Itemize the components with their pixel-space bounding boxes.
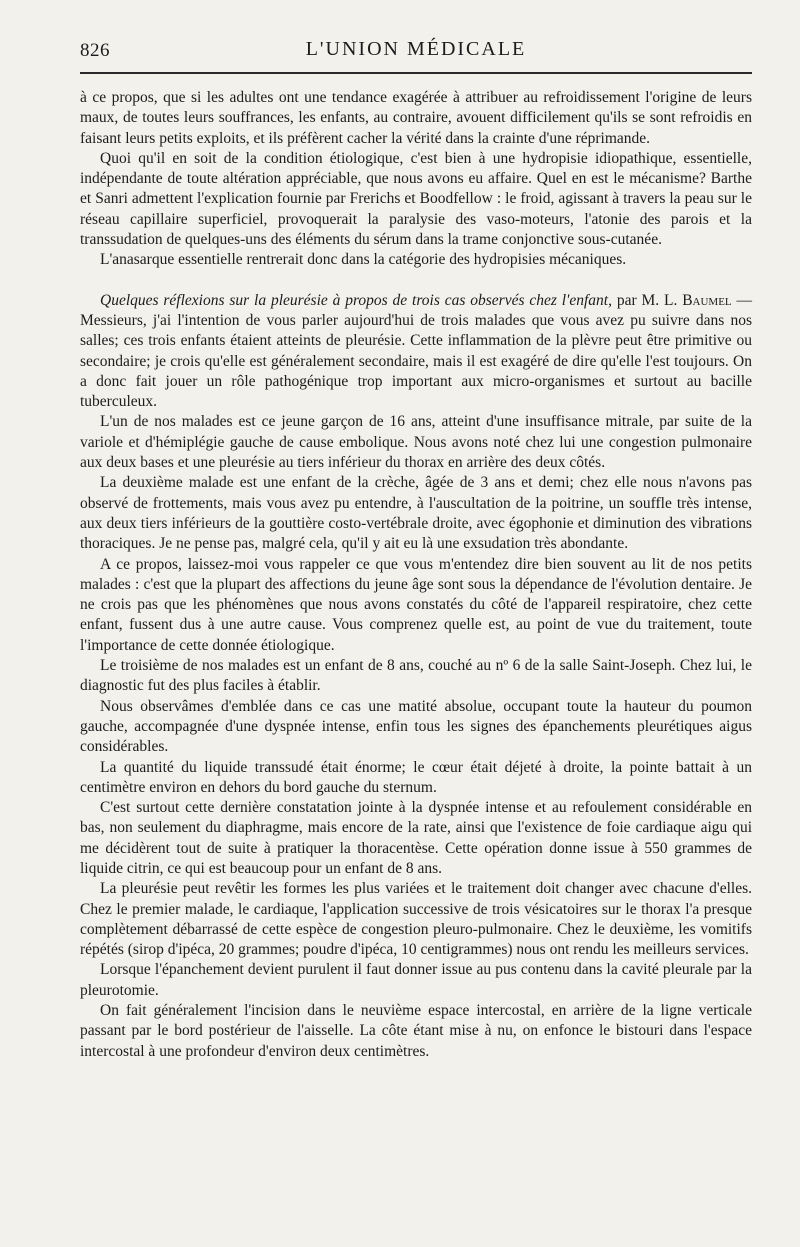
page-number: 826: [80, 40, 110, 61]
article-by: par: [616, 291, 637, 309]
paragraph: L'un de nos malades est ce jeune garçon de 16 ans, atteint d'une insuffisance mitrale, par suite de la variole et d'hémiplégie gauche de cause embolique. Nous avons noté chez lui une congestion pulmonaire aux deux bases et une pleurésie au tiers inférieur du thorax en arrière des deux côtés.: [80, 413, 752, 472]
article-author: M. L. Baumel: [641, 291, 732, 309]
header-rule: [80, 72, 752, 74]
body-text: [80, 88, 752, 1062]
running-title: L'UNION MÉDICALE: [305, 38, 527, 60]
paragraph: On fait généralement l'incision dans le neuvième espace intercostal, en arrière de la ligne verticale passant par le bord postérieur de l'aisselle. La côte étant mise à nu, on enfonce le bistouri dans l'espace intercostal à une profondeur d'environ deux centimètres.: [80, 1002, 752, 1060]
article-intro: — Messieurs, j'ai l'intention de vous parler aujourd'hui de trois malades que vous avez pu suivre dans nos salles; ces trois enfants étaient atteints de pleurésie. Cette inflammation de la plèvre peut être primitive ou secondaire; je crois qu'elle est généralement secondaire, mais il est exagéré de dire qu'elle l'est toujours. On a donc fait jouer un rôle pathogénique trop important aux micro-organismes et surtout au bacille tuberculeux.: [80, 291, 753, 411]
paragraph: La deuxième malade est une enfant de la crèche, âgée de 3 ans et demi; chez elle nous n'avons pas observé de frottements, mais vous avez pu entendre, à l'auscultation de la poitrine, un souffle très intense, aux deux tiers inférieurs de la gouttière costo-vertébrale droite, avec égophonie et diminution des vibrations thoraciques. Je ne pense pas, malgré cela, qu'il y ait eu là une exsudation très abondante.: [80, 474, 752, 553]
paragraph: Nous observâmes d'emblée dans ce cas une matité absolue, occupant toute la hauteur du poumon gauche, accompagnée d'une dyspnée intense, enfin tous les signes des épanchements pleurétiques aigus considérables.: [80, 697, 752, 756]
paragraph: La pleurésie peut revêtir les formes les plus variées et le traitement doit changer avec chacune d'elles. Chez le premier malade, le cardiaque, l'application successive de trois vésicatoires sur le thorax l'a presque complètement débarrassé de cette espèce de congestion pleuro-pulmonaire. Chez le deuxième, les vomitifs répétés (sirop d'ipéca, 20 grammes; poudre d'ipéca, 10 centigrammes) nous ont rendu les meilleurs services.: [80, 880, 752, 959]
page-header: [80, 38, 752, 68]
paragraph: L'anasarque essentielle rentrerait donc dans la catégorie des hydropisies mécaniques.: [100, 251, 627, 269]
paragraph: La quantité du liquide transsudé était énorme; le cœur était déjeté à droite, la pointe battait à un centimètre environ en dehors du bord gauche du sternum.: [80, 758, 752, 796]
paragraph: Quoi qu'il en soit de la condition étiologique, c'est bien à une hydropisie idiopathique, essentielle, indépendante de toute altération appréciable, que nous avons eu affaire. Quel en est le mécanisme? Barthe et Sanri admettent l'explication fournie par Frerichs et Boodfellow : le froid, agissant à travers la peau sur le réseau capillaire superficiel, provoquerait la paralysie des vaso-moteurs, l'atonie des parois et la transsudation de quelques-uns des éléments du sérum dans la trame conjonctive sous-cutanée.: [80, 149, 752, 249]
paragraph: A ce propos, laissez-moi vous rappeler ce que vous m'entendez dire bien souvent au lit de nos petits malades : c'est que la plupart des affections du jeune âge sont sous la dépendance de l'évolution dentaire. Je ne crois pas que les phénomènes que nous avons constatés du côté de l'appareil respiratoire, chez cette enfant, fussent dus à une autre cause. Vous comprenez quelle est, au point de vue du traitement, toute l'importance de cette donnée étiologique.: [80, 555, 752, 654]
paragraph: Lorsque l'épanchement devient purulent il faut donner issue au pus contenu dans la cavité pleurale par la pleurotomie.: [80, 961, 752, 999]
article-title: Quelques réflexions sur la pleurésie à propos de trois cas observés chez l'enfant,: [100, 291, 612, 309]
article-heading-paragraph: [80, 291, 752, 413]
paragraph: à ce propos, que si les adultes ont une tendance exagérée à attribuer au refroidissement l'origine de leurs maux, de toutes leurs souffrances, les enfants, au contraire, avouent difficilement qu'ils se sont refroidis en faisant leurs petits exploits, et ils préfèrent cacher la vérité dans la crainte d'une réprimande.: [80, 89, 752, 147]
paragraph: Le troisième de nos malades est un enfant de 8 ans, couché au nº 6 de la salle Saint-Joseph. Chez lui, le diagnostic fut des plus faciles à établir.: [80, 657, 752, 695]
paragraph: C'est surtout cette dernière constatation jointe à la dyspnée intense et au refoulement considérable en bas, non seulement du diaphragme, mais encore de la rate, ainsi que l'existence de foie cardiaque aigu qui me décidèrent tout de suite à pratiquer la thoracentèse. Cette opération donne issue à 550 grammes de liquide citrin, ce qui est beaucoup pour un enfant de 8 ans.: [80, 799, 752, 877]
